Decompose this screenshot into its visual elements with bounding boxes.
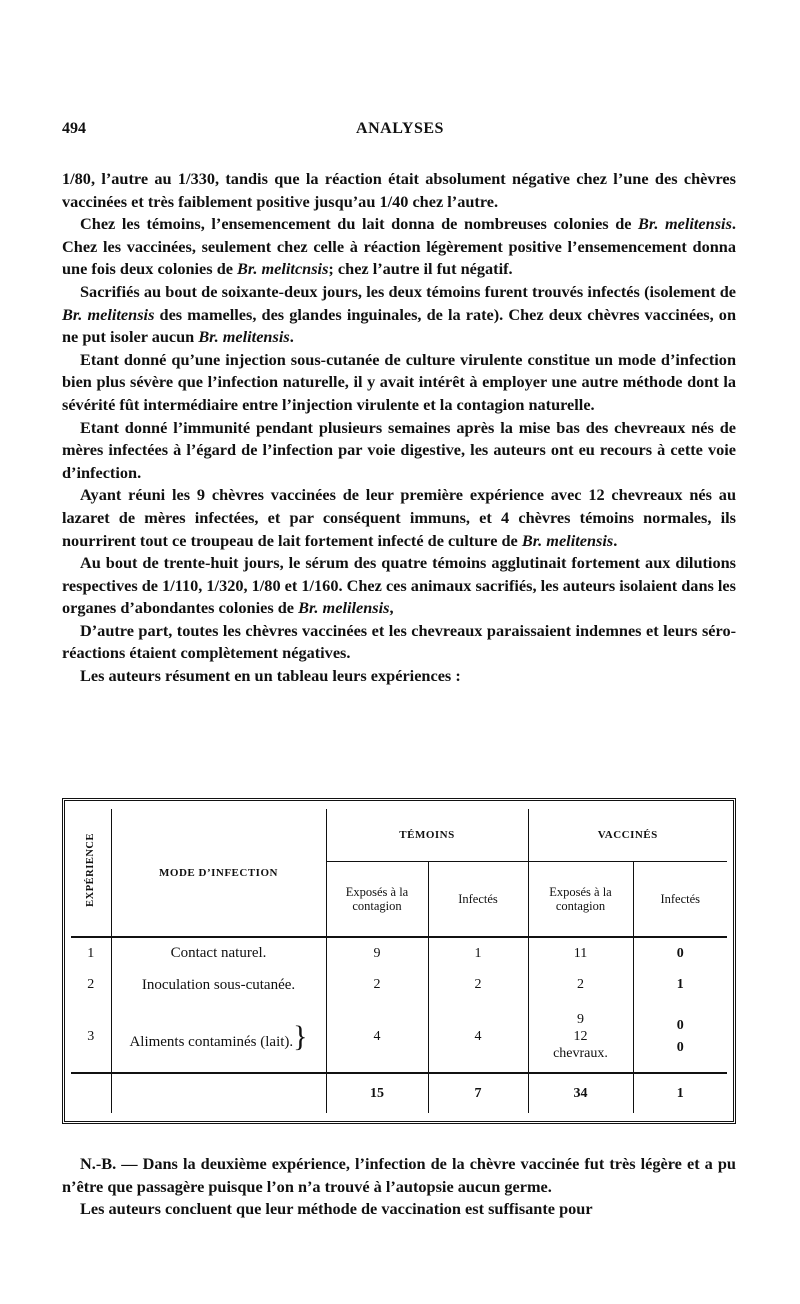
cell-mode: Aliments contaminés (lait).} <box>111 1001 326 1073</box>
header-vaccines-exposes: Exposés à la contagion <box>528 861 633 937</box>
header-temoins-exposes: Exposés à la contagion <box>326 861 428 937</box>
brace-glyph: } <box>293 1019 308 1053</box>
results-table <box>71 809 727 1113</box>
header-temoins: TÉMOINS <box>326 809 528 861</box>
body-text-top <box>62 168 736 688</box>
table-row <box>71 969 727 1001</box>
cell-exp: 1 <box>71 937 111 969</box>
cell-vaccines-exposes: 2 <box>528 969 633 1001</box>
body-text-bottom <box>62 1153 736 1221</box>
cell-vaccines-infectes: 0 0 <box>633 1001 727 1073</box>
paragraph-9: Les auteurs résument en un tableau leurs expériences : <box>80 666 461 686</box>
header-mode: MODE D’INFECTION <box>111 809 326 937</box>
table-row <box>71 937 727 969</box>
page-header <box>62 120 738 144</box>
cell-exp: 2 <box>71 969 111 1001</box>
total-temoins-exposes: 15 <box>326 1073 428 1113</box>
cell-vaccines-infectes: 1 <box>676 977 684 992</box>
header-vaccines-infectes: Infectés <box>633 861 727 937</box>
note-paragraph: N.-B. — Dans la deuxième expérience, l’infection de la chèvre vaccinée fut très légère et a pu n’être que passagère puisque l’on n’a trouvé à l’autopsie aucun germe. <box>62 1154 736 1196</box>
cell-temoins-exposes: 2 <box>326 969 428 1001</box>
cell-vaccines-exposes: 11 <box>528 937 633 969</box>
total-temoins-infectes: 7 <box>428 1073 528 1113</box>
header-experience: EXPÉRIENCE <box>71 809 111 937</box>
header-temoins-infectes: Infectés <box>428 861 528 937</box>
cell-temoins-exposes: 4 <box>326 1001 428 1073</box>
totals-row <box>71 1073 727 1113</box>
paragraph-1: 1/80, l’autre au 1/330, tandis que la réaction était absolument négative chez l’une des chèvres vaccinées et très faiblement positive jusqu’au 1/40 chez l’autre. <box>62 169 736 211</box>
cell-vaccines-exposes: 9 12 chevraux. <box>528 1001 633 1073</box>
cell-mode: Contact naturel. <box>111 937 326 969</box>
paragraph-3: Sacrifiés au bout de soixante-deux jours, les deux témoins furent trouvés infectés (isolement de Br. melitensis des mamelles, des glandes inguinales, de la rate). Chez deux chèvres vaccinées, on ne put isoler aucun Br. melitensis. <box>62 281 737 347</box>
paragraph-8: D’autre part, toutes les chèvres vaccinées et les chevreaux paraissaient indemnes et leurs séro-réactions étaient complètement négatives. <box>62 620 736 663</box>
paragraph-5: Etant donné l’immunité pendant plusieurs semaines après la mise bas des chevreaux nés de mères infectées à l’égard de l’infection par voie digestive, les auteurs ont eu recours à cette voie d’infection. <box>62 417 736 482</box>
cell-vaccines-infectes: 0 <box>676 945 684 961</box>
conclusion-paragraph: Les auteurs concluent que leur méthode de vaccination est suffisante pour <box>80 1199 593 1219</box>
page-number: 494 <box>62 120 86 137</box>
results-table-frame <box>62 798 736 1124</box>
cell-exp: 3 <box>71 1001 111 1073</box>
running-title: ANALYSES <box>356 120 444 137</box>
paragraph-2: Chez les témoins, l’ensemencement du lait donna de nombreuses colonies de Br. melitensis. Chez les vaccinées, seulement chez celle à réaction légèrement positive l’ensemencement donna une fois deux colonies de Br. melitcnsis; chez l’autre il fut négatif. <box>62 214 736 279</box>
cell-temoins-exposes: 9 <box>326 937 428 969</box>
cell-temoins-infectes: 4 <box>428 1001 528 1073</box>
cell-mode: Inoculation sous-cutanée. <box>111 969 326 1001</box>
paragraph-7: Au bout de trente-huit jours, le sérum des quatre témoins agglutinait fortement aux dilutions respectives de 1/110, 1/320, 1/80 et 1/160. Chez ces animaux sacrifiés, les auteurs isolaient dans les organes d’abondantes colonies de Br. melilensis, <box>62 553 736 618</box>
cell-temoins-infectes: 1 <box>428 937 528 969</box>
total-vaccines-infectes: 1 <box>676 1085 684 1101</box>
header-vaccines: VACCINÉS <box>528 809 727 861</box>
paragraph-4: Etant donné qu’une injection sous-cutanée de culture virulente constitue un mode d’infection bien plus sévère que l’infection naturelle, il y avait intérêt à employer une autre méthode dont la sévérité fût intermédiaire entre l’injection virulente et la contagion naturelle. <box>62 349 736 414</box>
table-row <box>71 1001 727 1073</box>
cell-temoins-infectes: 2 <box>428 969 528 1001</box>
total-vaccines-exposes: 34 <box>528 1073 633 1113</box>
paragraph-6: Ayant réuni les 9 chèvres vaccinées de leur première expérience avec 12 chevreaux nés au lazaret de mères infectées, et par conséquent immuns, et 4 chèvres témoins normales, ils nourrirent tout ce troupeau de lait fortement infecté de culture de Br. melitensis. <box>62 485 736 550</box>
